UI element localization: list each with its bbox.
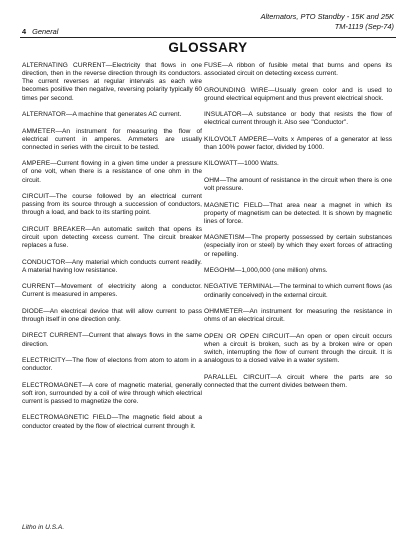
glossary-entry bbox=[204, 234, 392, 258]
glossary-entry bbox=[22, 226, 202, 250]
em-dash: — bbox=[43, 307, 50, 315]
glossary-term: ELECTROMAGNETIC FIELD bbox=[22, 414, 112, 422]
glossary-term: KILOVOLT AMPERE bbox=[204, 135, 268, 143]
glossary-definition: Any material which conducts current readily. A material having low resistance. bbox=[22, 258, 202, 274]
glossary-entry bbox=[204, 62, 392, 78]
glossary-term: CURRENT bbox=[22, 283, 55, 291]
glossary-entry bbox=[204, 308, 392, 324]
glossary-definition: Usually green color and is used to ground electrical equipment and thus prevent electrical shock. bbox=[204, 86, 392, 102]
glossary-definition: The flow of electons from atom to atom in a conductor. bbox=[22, 357, 202, 373]
glossary-term: DIODE bbox=[22, 307, 44, 315]
em-dash: — bbox=[244, 234, 252, 242]
glossary-term: CIRCUIT bbox=[22, 193, 50, 201]
em-dash: — bbox=[243, 308, 250, 316]
glossary-column-left bbox=[22, 62, 202, 439]
glossary-definition: A core of magnetic material, generally soft iron, surrounded by a coil of wire through which electrical current is passed to magnetize the core. bbox=[22, 381, 202, 405]
glossary-term: DIRECT CURRENT bbox=[22, 332, 83, 340]
glossary-definition: A circuit where the parts are so connected that the current divides between them. bbox=[204, 373, 392, 389]
glossary-term: OHM bbox=[204, 176, 220, 184]
glossary-entry bbox=[204, 283, 392, 299]
glossary-entry bbox=[204, 202, 392, 226]
glossary-definition: A machine that generates AC current. bbox=[72, 111, 182, 119]
glossary-definition: Volts x Amperes of a generator at less than 100% power factor, divided by 1000. bbox=[204, 135, 392, 151]
glossary-entry bbox=[204, 177, 392, 193]
glossary-term: PARALLEL CIRCUIT bbox=[204, 373, 271, 381]
em-dash: — bbox=[54, 283, 62, 291]
glossary-term: INSULATOR bbox=[204, 111, 242, 119]
glossary-term: MAGNETIC FIELD bbox=[204, 201, 263, 209]
glossary-entry bbox=[22, 414, 202, 430]
glossary-term: GROUNDING WIRE bbox=[204, 86, 269, 94]
glossary-definition: An instrument for measuring the resistance in ohms of an electrical circuit. bbox=[204, 308, 392, 324]
glossary-entry bbox=[204, 267, 392, 275]
glossary-definition: 1,000,000 (one million) ohms. bbox=[241, 267, 328, 275]
glossary-definition: An instrument for measuring the flow of electrical current in amperes. Ammeters are usually connected in series with the circuit to be tested. bbox=[22, 127, 202, 151]
glossary-term: CIRCUIT BREAKER bbox=[22, 225, 86, 233]
glossary-entry bbox=[22, 111, 202, 119]
glossary-term: MAGNETISM bbox=[204, 234, 245, 242]
glossary-term: OPEN OR OPEN CIRCUIT bbox=[204, 332, 290, 340]
em-dash: — bbox=[267, 135, 274, 143]
glossary-entry bbox=[204, 160, 392, 168]
em-dash: — bbox=[262, 201, 270, 209]
running-header bbox=[261, 12, 394, 31]
glossary-entry bbox=[22, 128, 202, 152]
glossary-entry bbox=[22, 259, 202, 275]
glossary-entry bbox=[22, 193, 202, 217]
glossary-definition: Electricity that flows in one direction, then in the reverse direction through its conductors. The current reverses at regular intervals as each wire becomes positive then negative, reversing polarity typically 60 times per second. bbox=[22, 62, 202, 102]
glossary-entry bbox=[22, 160, 202, 184]
glossary-entry bbox=[22, 308, 202, 324]
em-dash: — bbox=[85, 225, 92, 233]
glossary-entry bbox=[204, 87, 392, 103]
glossary-term: OHMMETER bbox=[204, 308, 243, 316]
glossary-definition: A ribbon of fusible metal that burns and opens its associated circuit on detecting excess current. bbox=[204, 62, 392, 78]
glossary-definition: Current that always flows in the same direction. bbox=[22, 332, 202, 348]
em-dash: — bbox=[55, 127, 62, 135]
glossary-term: AMPERE bbox=[22, 160, 51, 168]
page-title: GLOSSARY bbox=[168, 40, 248, 55]
glossary-entry bbox=[22, 357, 202, 373]
page-number: 4 bbox=[22, 27, 27, 36]
glossary-term: ALTERNATOR bbox=[22, 111, 66, 119]
glossary-entry bbox=[204, 136, 392, 152]
glossary-definition: An electrical device that will allow current to pass through itself in one direction only. bbox=[22, 307, 202, 323]
em-dash: — bbox=[289, 332, 297, 340]
em-dash: — bbox=[241, 111, 249, 119]
glossary-definition: The terminal to which current flows (as ordinarily conceived) in the external circuit. bbox=[204, 283, 392, 299]
glossary-entry bbox=[204, 374, 392, 390]
glossary-term: CONDUCTOR bbox=[22, 258, 66, 266]
em-dash: — bbox=[111, 414, 119, 422]
glossary-term: AMMETER bbox=[22, 127, 56, 135]
em-dash: — bbox=[234, 267, 242, 275]
glossary-definition: A substance or body that resists the flow of electrical current through it. Also see "Conductor". bbox=[204, 111, 392, 127]
glossary-definition: An automatic switch that opens its circuit upon detecting excess current. The circuit breaker replaces a fuse. bbox=[22, 225, 202, 250]
section-name: General bbox=[32, 27, 59, 36]
em-dash: — bbox=[49, 193, 56, 201]
glossary-definition: The magnetic field about a conductor created by the flow of electrical current through it. bbox=[22, 414, 203, 430]
header-manual-id: TM-1119 (Sep-74) bbox=[334, 21, 394, 31]
em-dash: — bbox=[105, 62, 113, 69]
glossary-term: MEGOHM bbox=[204, 267, 235, 275]
glossary-entry bbox=[22, 382, 202, 406]
glossary-column-right bbox=[204, 62, 392, 398]
glossary-entry bbox=[22, 62, 202, 103]
glossary-entry bbox=[204, 111, 392, 127]
em-dash: — bbox=[82, 332, 89, 340]
em-dash: — bbox=[219, 176, 227, 184]
glossary-entry bbox=[22, 283, 202, 299]
em-dash: — bbox=[273, 283, 280, 291]
em-dash: — bbox=[65, 258, 72, 266]
glossary-term: ELECTRICITY bbox=[22, 357, 66, 365]
em-dash: — bbox=[237, 160, 245, 168]
glossary-entry bbox=[22, 332, 202, 348]
glossary-term: FUSE bbox=[204, 62, 222, 69]
em-dash: — bbox=[50, 160, 57, 168]
glossary-term: KILOWATT bbox=[204, 160, 238, 168]
page-label bbox=[22, 27, 58, 36]
em-dash: — bbox=[65, 111, 73, 119]
em-dash: — bbox=[221, 62, 229, 69]
glossary-definition: The course followed by an electrical current passing from its source through a succession of conductors, through a load, and back to its starting point. bbox=[22, 193, 202, 217]
glossary-definition: The amount of resistance in the circuit when there is one volt pressure. bbox=[204, 176, 392, 193]
em-dash: — bbox=[82, 381, 89, 389]
glossary-definition: Movement of electricity along a conductor. Current is measured in amperes. bbox=[22, 283, 202, 299]
glossary-definition: Current flowing in a given time under a pressure of one volt, when there is a resistance of one ohm in the circuit. bbox=[22, 160, 202, 184]
glossary-definition: The property possessed by certain substances (especially iron or steel) by which they exert forces of attracting or repelling. bbox=[204, 234, 392, 258]
header-title: Alternators, PTO Standby - 15K and 25K bbox=[260, 12, 394, 21]
glossary-entry bbox=[204, 333, 392, 366]
glossary-term: NEGATIVE TERMINAL bbox=[204, 283, 274, 291]
footer-print-note: Litho in U.S.A. bbox=[22, 524, 65, 531]
glossary-term: ALTERNATING CURRENT bbox=[22, 62, 106, 69]
header-rule bbox=[20, 37, 396, 38]
em-dash: — bbox=[65, 357, 73, 365]
em-dash: — bbox=[268, 86, 275, 94]
glossary-definition: 1000 Watts. bbox=[244, 160, 279, 168]
em-dash: — bbox=[270, 373, 278, 381]
glossary-definition: An open or open circuit occurs when a circuit is broken, such as by a broken wire or open switch, interrupting the flow of current through the circuit. It is analogous to a closed valve in a water system. bbox=[204, 332, 392, 365]
glossary-definition: That area near a magnet in which its property of magnetism can be detected. It is shown by magnetic lines of force. bbox=[204, 201, 392, 225]
glossary-term: ELECTROMAGNET bbox=[22, 381, 83, 389]
